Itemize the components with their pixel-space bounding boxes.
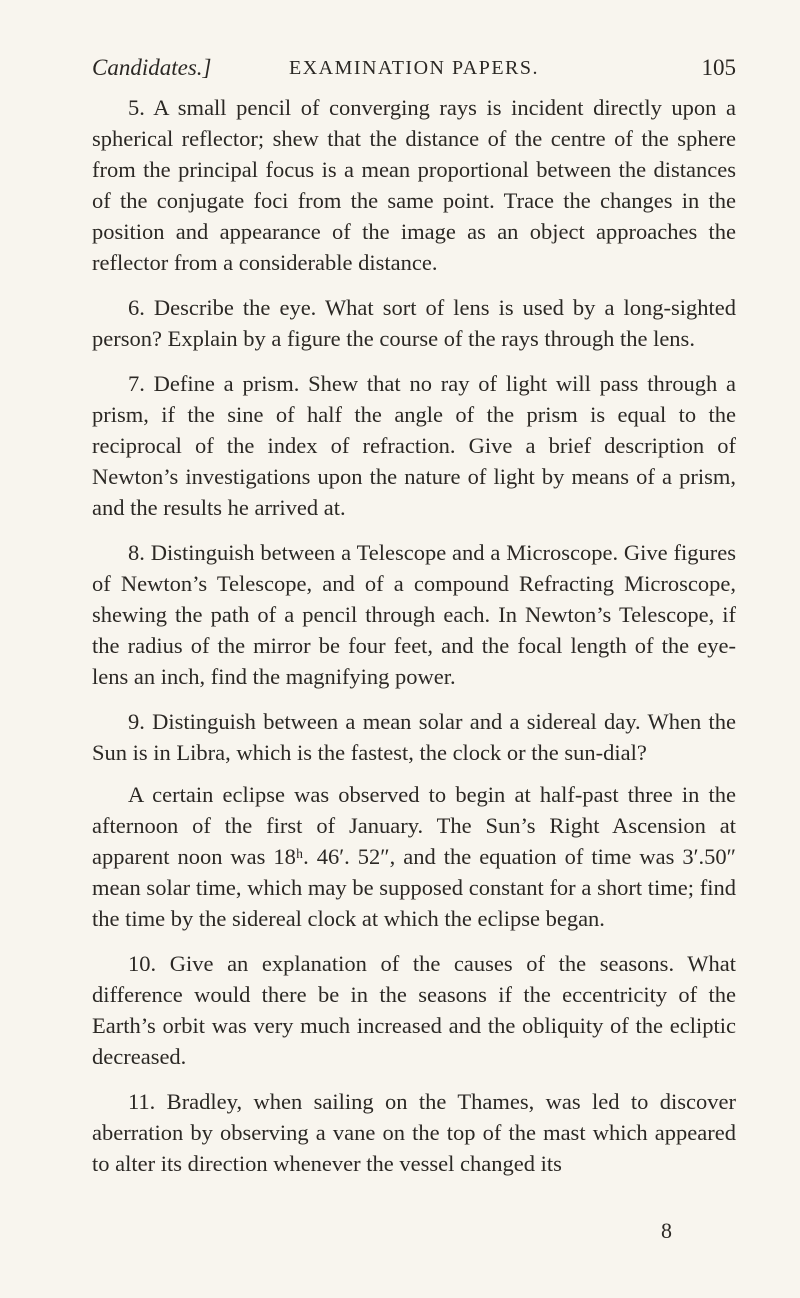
question-9: 9. Distinguish between a mean solar and a sidereal day. When the Sun is in Libra, which is the fastest, the clock or the sun-dial?: [92, 709, 736, 765]
page-title: EXAMINATION PAPERS.: [288, 57, 539, 79]
question-7: 7. Define a prism. Shew that no ray of light will pass through a prism, if the sine of half the angle of the prism is equal to the reciprocal of the index of refraction. Give a brief description of Newton’s investigations upon the nature of light by means of a prism, and the results he arrived at.: [92, 371, 736, 520]
page-number: 105: [701, 55, 736, 80]
signature-mark: 8: [661, 1218, 672, 1243]
question-11: 11. Bradley, when sailing on the Thames, was led to discover aberration by observing a vane on the top of the mast which appeared to alter its direction whenever the vessel changed its: [92, 1089, 736, 1176]
question-6: 6. Describe the eye. What sort of lens is used by a long-sighted person? Explain by a figure the course of the rays through the lens.: [92, 295, 736, 351]
question-10: 10. Give an explanation of the causes of the seasons. What difference would there be in the seasons if the eccentricity of the Earth’s orbit was very much increased and the obliquity of the ecliptic decreased.: [92, 951, 736, 1069]
question-5: 5. A small pencil of converging rays is incident directly upon a spherical reflector; shew that the distance of the centre of the sphere from the principal focus is a mean proportional between the distances of the conjugate foci from the same point. Trace the changes in the position and appearance of the image as an object approaches the reflector from a considerable distance.: [92, 95, 736, 275]
section-label: Candidates.]: [92, 55, 212, 80]
running-head: [92, 50, 736, 86]
question-8: 8. Distinguish between a Telescope and a Microscope. Give figures of Newton’s Telescope, and of a compound Refracting Microscope, shewing the path of a pencil through each. In Newton’s Telescope, if the radius of the mirror be four feet, and the focal length of the eye-lens an inch, find the magnifying power.: [92, 540, 736, 689]
question-9-eclipse: A certain eclipse was observed to begin at half-past three in the afternoon of the first of January. The Sun’s Right Ascension at apparent noon was 18ʰ. 46′. 52″, and the equation of time was 3′.50″ mean solar time, which may be supposed constant for a short time; find the time by the sidereal clock at which the eclipse began.: [92, 782, 736, 931]
document-body: [92, 92, 736, 1193]
